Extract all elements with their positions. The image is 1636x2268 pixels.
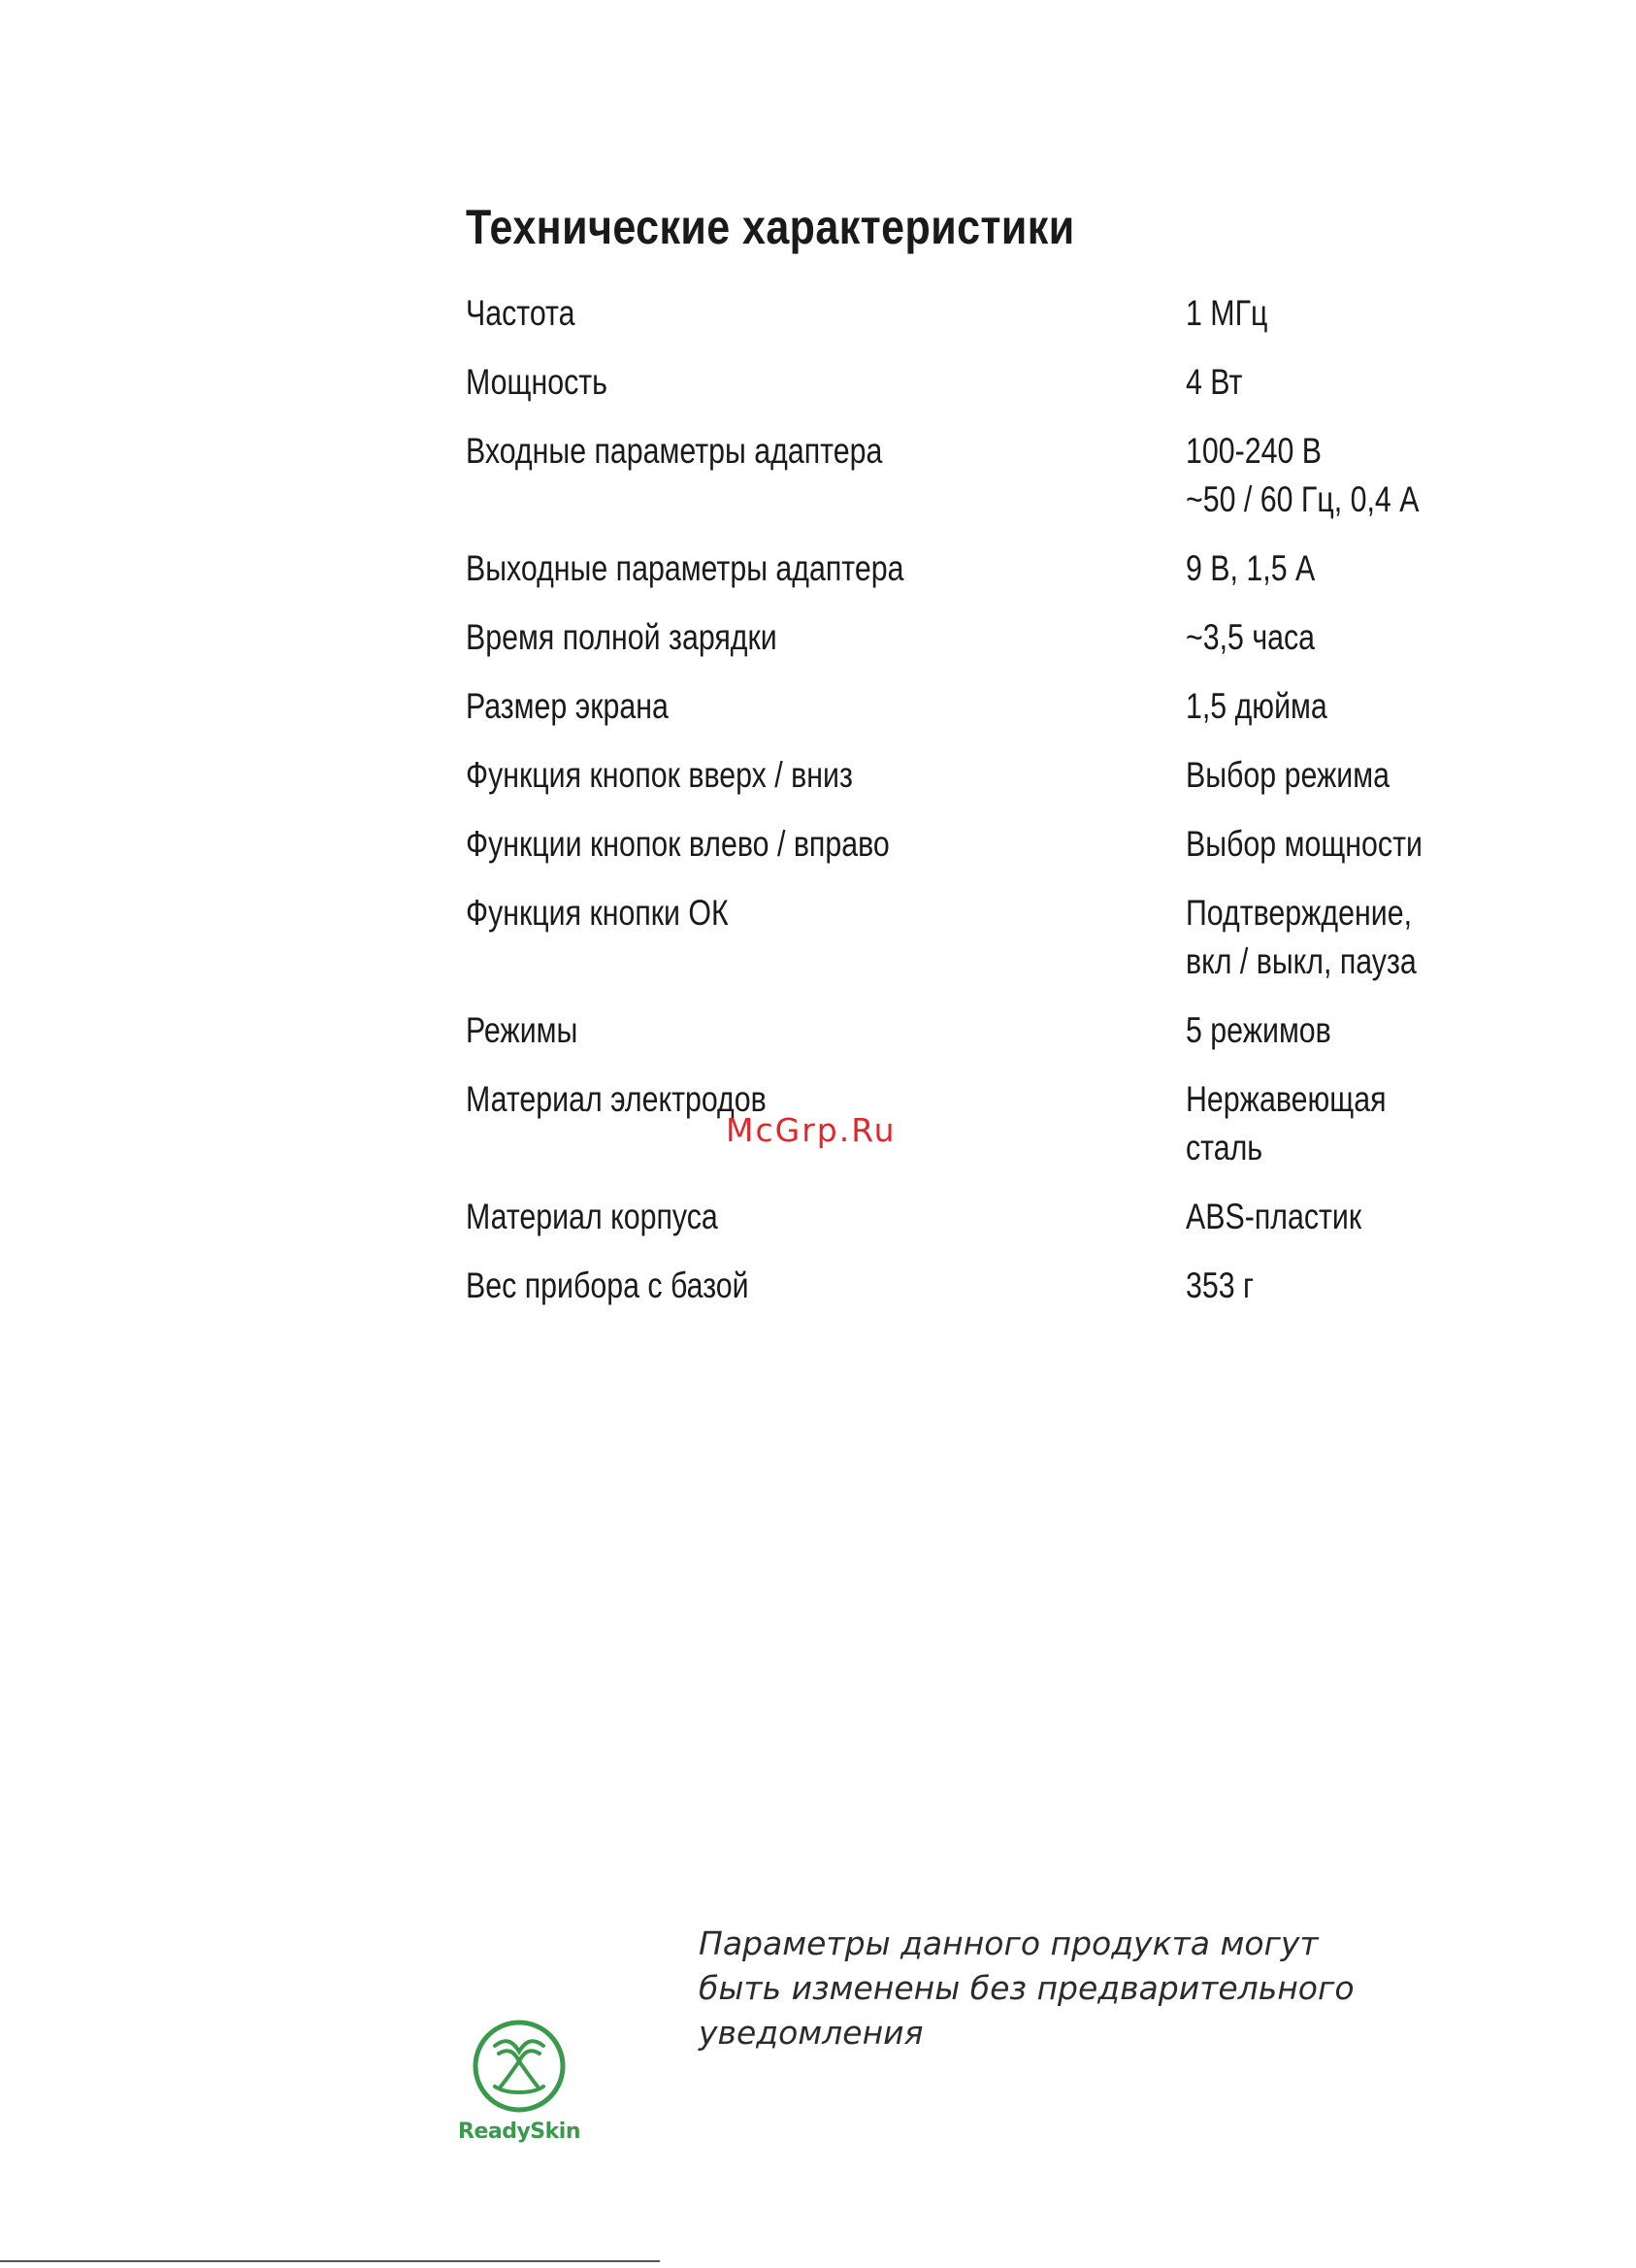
- spec-name: Функция кнопок вверх / вниз: [466, 755, 853, 795]
- bottom-divider: [0, 2260, 660, 2262]
- spec-value: 5 режимов: [1186, 1010, 1331, 1050]
- spec-row-modes: [466, 1006, 1494, 1055]
- spec-name: Материал электродов: [466, 1079, 767, 1119]
- spec-value: 9 В, 1,5 А: [1186, 548, 1316, 588]
- spec-row-housing-material: [466, 1193, 1494, 1241]
- spec-row-left-right-buttons: [466, 820, 1494, 869]
- spec-value: 353 г: [1186, 1265, 1255, 1305]
- spec-value: ABS-пластик: [1186, 1197, 1362, 1236]
- page-title: Технические характеристики: [466, 200, 1075, 254]
- brand-logo: [456, 2019, 582, 2164]
- disclaimer-line: уведомления: [699, 2014, 924, 2052]
- spec-value: Выбор мощности: [1186, 824, 1423, 864]
- spec-name: Частота: [466, 293, 575, 333]
- spec-row-power: [466, 358, 1494, 407]
- disclaimer-line: Параметры данного продукта могут: [699, 1924, 1319, 1962]
- disclaimer-note: [699, 1922, 1436, 2055]
- spec-list: [466, 289, 1494, 1331]
- spec-value: ~3,5 часа: [1186, 617, 1316, 657]
- spec-value: 1,5 дюйма: [1186, 686, 1327, 726]
- spec-value: 1 МГц: [1186, 293, 1268, 333]
- spec-value: Нержавеющая сталь: [1186, 1079, 1387, 1167]
- spec-row-up-down-buttons: [466, 751, 1494, 800]
- disclaimer-line: быть изменены без предварительного: [699, 1969, 1355, 2007]
- spec-row-weight: [466, 1262, 1494, 1310]
- spec-row-frequency: [466, 289, 1494, 338]
- brand-emblem-icon: [472, 2019, 567, 2114]
- spec-name: Выходные параметры адаптера: [466, 548, 904, 588]
- spec-name: Размер экрана: [466, 686, 669, 726]
- spec-name: Мощность: [466, 362, 607, 402]
- spec-name: Режимы: [466, 1010, 578, 1050]
- watermark: McGrp.Ru: [726, 1111, 897, 1149]
- spec-value: 100-240 В ~50 / 60 Гц, 0,4 А: [1186, 431, 1420, 519]
- spec-name: Время полной зарядки: [466, 617, 777, 657]
- spec-value: Выбор режима: [1186, 755, 1390, 795]
- spec-value: 4 Вт: [1186, 362, 1243, 402]
- spec-row-ok-button: [466, 889, 1494, 986]
- spec-name: Входные параметры адаптера: [466, 431, 883, 471]
- spec-row-adapter-output: [466, 544, 1494, 593]
- spec-value: Подтверждение, вкл / выкл, пауза: [1186, 893, 1417, 981]
- spec-row-screen-size: [466, 682, 1494, 731]
- spec-row-adapter-input: [466, 427, 1494, 524]
- spec-name: Функции кнопок влево / вправо: [466, 824, 890, 864]
- brand-name: ReadySkin: [458, 2120, 580, 2144]
- spec-name: Вес прибора с базой: [466, 1265, 749, 1305]
- spec-name: Материал корпуса: [466, 1197, 718, 1236]
- spec-name: Функция кнопки ОК: [466, 893, 729, 933]
- spec-row-electrode-material: [466, 1075, 1494, 1172]
- spec-row-charge-time: [466, 613, 1494, 662]
